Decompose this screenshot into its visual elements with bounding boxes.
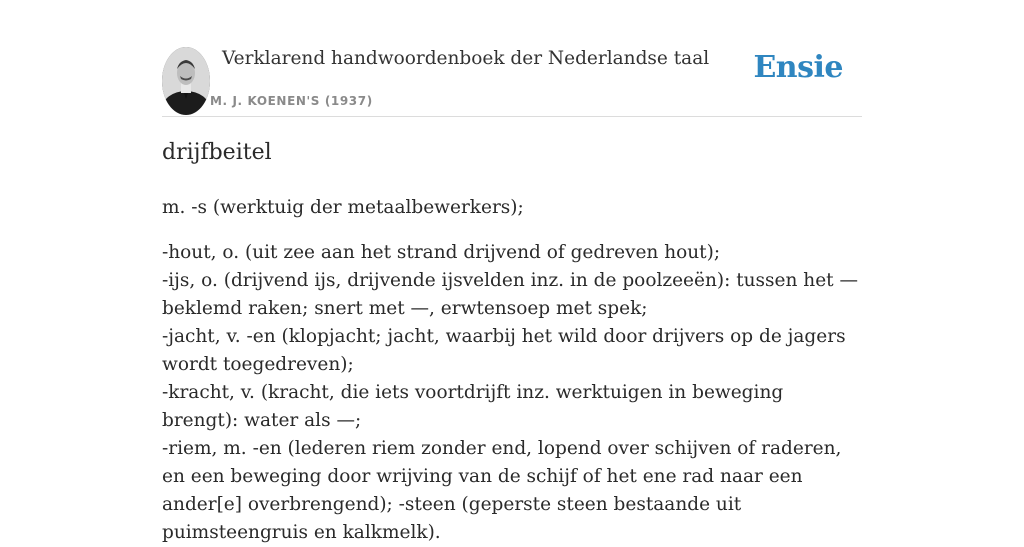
brand-logo[interactable]: Ensie [753, 50, 843, 85]
author-portrait [162, 47, 210, 115]
definition-item: -ijs, o. (drijvend ijs, drijvende ijsvelden inz. in de poolzeeën): tussen het — beklemd raken; snert met —, erwtensoep met spek; [162, 270, 858, 319]
definition-item: -jacht, v. -en (klopjacht; jacht, waarbij het wild door drijvers op de jagers wordt toegedreven); [162, 326, 846, 375]
definition-item: -hout, o. (uit zee aan het strand drijvend of gedreven hout); [162, 242, 721, 263]
header [162, 46, 862, 117]
book-title: Verklarend handwoordenboek der Nederlandse taal [222, 48, 710, 69]
entry-grammar-line: m. -s (werktuig der metaalbewerkers); [162, 197, 524, 218]
definition-item: -riem, m. -en (lederen riem zonder end, lopend over schijven of raderen, en een beweging door wrijving van de schijf of het ene rad naar een ander[e] overbrengend); -steen (geperste steen bestaande uit puimsteengruis en kalkmelk). [162, 438, 842, 543]
entry-definitions [162, 239, 862, 547]
author-label: M. J. KOENEN'S (1937) [210, 94, 373, 108]
definition-item: -kracht, v. (kracht, die iets voortdrijft inz. werktuigen in beweging brengt): water als —; [162, 382, 784, 431]
entry-headword: drijfbeitel [162, 140, 272, 165]
